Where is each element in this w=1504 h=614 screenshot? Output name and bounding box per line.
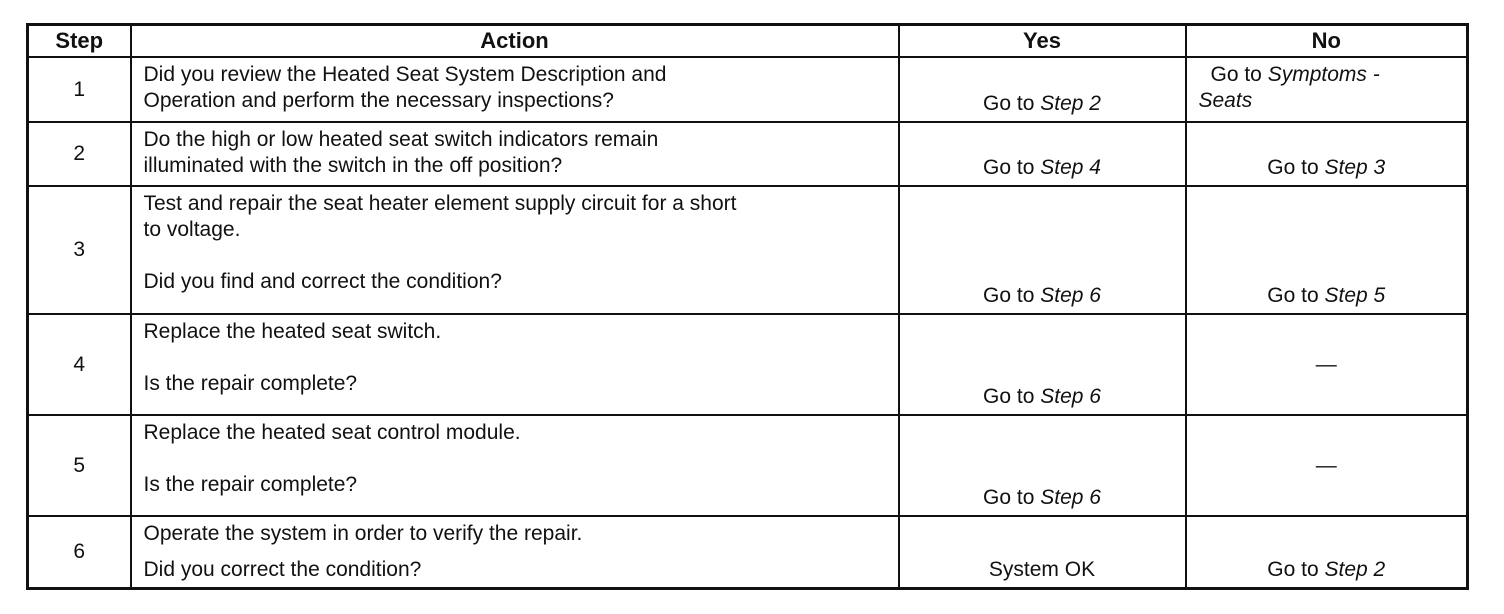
no-dash: —	[1315, 453, 1337, 477]
no-prefix: Go to	[1267, 558, 1325, 581]
no-cell	[1186, 57, 1468, 122]
action-cell	[131, 122, 899, 186]
yes-prefix: Go to	[983, 284, 1041, 307]
table-row	[28, 314, 1468, 415]
no-step-link[interactable]: Step 5	[1324, 284, 1386, 307]
step-number: 5	[28, 415, 131, 516]
header-row	[28, 25, 1468, 58]
yes-step-link[interactable]: Step 6	[1040, 284, 1101, 307]
table-row	[28, 186, 1468, 314]
diagnostic-table	[26, 23, 1469, 590]
action-cell	[131, 314, 899, 415]
header-yes: Yes	[899, 25, 1186, 58]
yes-prefix: Go to	[983, 156, 1041, 179]
yes-prefix: Go to	[983, 385, 1041, 408]
no-cell	[1186, 122, 1468, 186]
no-step-link[interactable]: Step 2	[1324, 558, 1386, 581]
table-row	[28, 516, 1468, 589]
header-no: No	[1186, 25, 1468, 58]
no-prefix: Go to	[1267, 284, 1325, 307]
yes-step-link[interactable]: Step 4	[1040, 156, 1101, 179]
yes-step-link[interactable]: Step 6	[1040, 486, 1101, 509]
step-number: 6	[28, 516, 131, 589]
no-cell	[1186, 186, 1468, 314]
action-text: Do the high or low heated seat switch indicators remain	[143, 128, 659, 151]
step-number: 1	[28, 57, 131, 122]
yes-cell	[899, 516, 1186, 589]
no-symptoms-link-cont[interactable]: Seats	[1198, 89, 1253, 112]
action-text: Replace the heated seat switch.	[143, 320, 442, 343]
action-text: illuminated with the switch in the off position?	[143, 154, 563, 177]
yes-cell	[899, 122, 1186, 186]
action-text: to voltage.	[143, 218, 241, 241]
no-prefix: Go to	[1267, 156, 1325, 179]
yes-cell	[899, 314, 1186, 415]
yes-step-link[interactable]: Step 2	[1040, 92, 1101, 115]
yes-cell	[899, 415, 1186, 516]
action-text: Operation and perform the necessary inspections?	[143, 89, 614, 112]
action-text: Replace the heated seat control module.	[143, 421, 521, 444]
step-number: 4	[28, 314, 131, 415]
table-row	[28, 122, 1468, 186]
action-question: Did you correct the condition?	[143, 558, 422, 581]
no-dash: —	[1315, 352, 1337, 376]
action-text: Operate the system in order to verify the repair.	[143, 522, 583, 545]
no-symptoms-link[interactable]: Symptoms -	[1267, 63, 1380, 86]
yes-cell	[899, 186, 1186, 314]
action-cell	[131, 415, 899, 516]
yes-prefix: Go to	[983, 92, 1041, 115]
action-text: Test and repair the seat heater element supply circuit for a short	[143, 192, 737, 215]
header-action: Action	[131, 25, 899, 58]
action-question: Did you find and correct the condition?	[143, 270, 502, 293]
table-row	[28, 57, 1468, 122]
no-cell	[1186, 516, 1468, 589]
action-question: Is the repair complete?	[143, 473, 358, 496]
yes-result: System OK	[988, 558, 1096, 581]
yes-prefix: Go to	[983, 486, 1041, 509]
action-cell	[131, 516, 899, 589]
step-number: 3	[28, 186, 131, 314]
no-step-link[interactable]: Step 3	[1324, 156, 1386, 179]
header-step: Step	[28, 25, 131, 58]
no-cell	[1186, 415, 1468, 516]
action-question: Is the repair complete?	[143, 372, 358, 395]
action-cell	[131, 186, 899, 314]
table-row	[28, 415, 1468, 516]
yes-step-link[interactable]: Step 6	[1040, 385, 1101, 408]
action-cell	[131, 57, 899, 122]
step-number: 2	[28, 122, 131, 186]
no-prefix: Go to	[1210, 63, 1268, 86]
yes-cell	[899, 57, 1186, 122]
action-text: Did you review the Heated Seat System Description and	[143, 63, 667, 86]
no-cell	[1186, 314, 1468, 415]
